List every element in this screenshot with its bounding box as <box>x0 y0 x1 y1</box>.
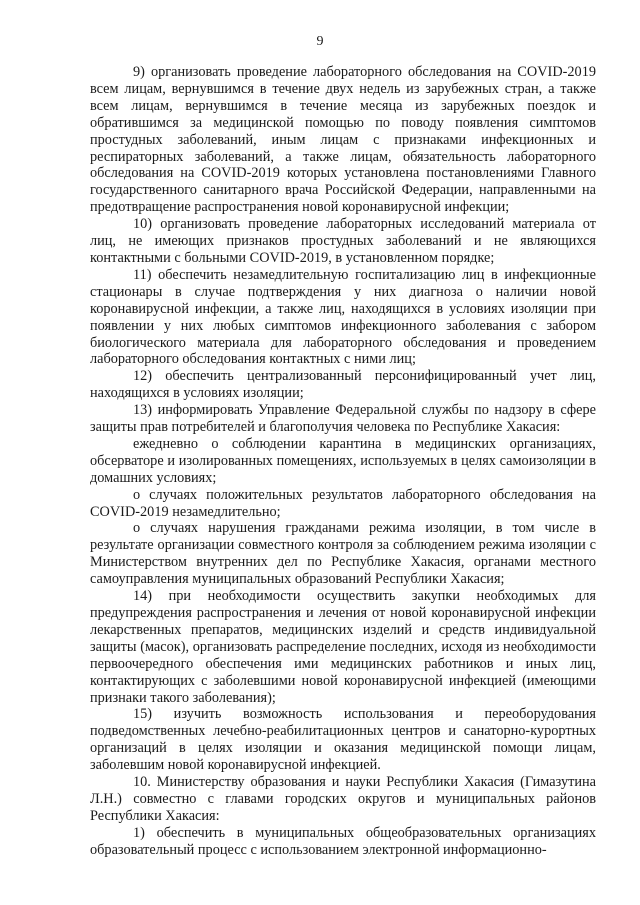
paragraph-item-10: 10) организовать проведение лабораторных исследований материала от лиц, не имеющих признаков простудных заболеваний и не являющихся контактными с больными COVID-2019, в установленном порядке; <box>90 216 596 266</box>
paragraph-section-10: 10. Министерству образования и науки Республики Хакасия (Гимазутина Л.Н.) совместно с главами городских округов и муниципальных районов Республики Хакасия: <box>90 774 596 824</box>
paragraph-isolation-violations: о случаях нарушения гражданами режима изоляции, в том числе в результате организации совместного контроля за соблюдением режима изоляции с Министерством внутренних дел по Республике Хакасия, органами местного самоуправления муниципальных образований Республики Хакасия; <box>90 520 596 588</box>
paragraph-item-14: 14) при необходимости осуществить закупки необходимых для предупреждения распространения и лечения от новой коронавирусной инфекции лекарственных препаратов, медицинских изделий и средств индивидуальной защиты (масок), организовать распределение последних, исходя из необходимости первоочередного обеспечения ими медицинских работников и иных лиц, контактирующих с заболевшими новой коронавирусной инфекцией (имеющими признаки такого заболевания); <box>90 588 596 706</box>
paragraph-item-12: 12) обеспечить централизованный персонифицированный учет лиц, находящихся в условиях изоляции; <box>90 368 596 402</box>
paragraph-item-11: 11) обеспечить незамедлительную госпитализацию лиц в инфекционные стационары в случае подтверждения у них диагноза о наличии новой коронавирусной инфекции, а также лиц, находящихся в условиях изоляции при появлении у них любых симптомов инфекционного заболевания с забором биологического материала для лабораторного обследования и проведением лабораторного обследования контактных с ними лиц; <box>90 266 596 368</box>
paragraph-section-10-item-1: 1) обеспечить в муниципальных общеобразовательных организациях образовательный процесс с использованием электронной информационно- <box>90 824 596 858</box>
paragraph-item-9: 9) организовать проведение лабораторного обследования на COVID-2019 всем лицам, вернувшимся в течение двух недель из зарубежных стран, а также всем лицам, вернувшимся в течение месяца из зарубежных поездок и обратившимся за медицинской помощью по поводу появления симптомов простудных заболеваний, иным лицам с признаками инфекционных и респираторных заболеваний, а также лицам, обязательность лабораторного обследования на COVID-2019 которых установлена постановлениями Главного государственного санитарного врача Российской Федерации, направленными на предотвращение распространения новой коронавирусной инфекции; <box>90 64 596 216</box>
document-body <box>90 64 596 859</box>
paragraph-item-15: 15) изучить возможность использования и переоборудования подведомственных лечебно-реабилитационных центров и санаторно-курортных организаций в целях изоляции и оказания медицинской помощи лицам, заболевшим новой коронавирусной инфекцией. <box>90 706 596 774</box>
paragraph-daily-report: ежедневно о соблюдении карантина в медицинских организациях, обсерваторе и изолированных помещениях, используемых в целях самоизоляции в домашних условиях; <box>90 435 596 486</box>
paragraph-positive-results: о случаях положительных результатов лабораторного обследования на COVID-2019 незамедлительно; <box>90 486 596 520</box>
paragraph-item-13: 13) информировать Управление Федеральной службы по надзору в сфере защиты прав потребителей и благополучия человека по Республике Хакасия: <box>90 402 596 436</box>
page-number: 9 <box>316 34 324 49</box>
